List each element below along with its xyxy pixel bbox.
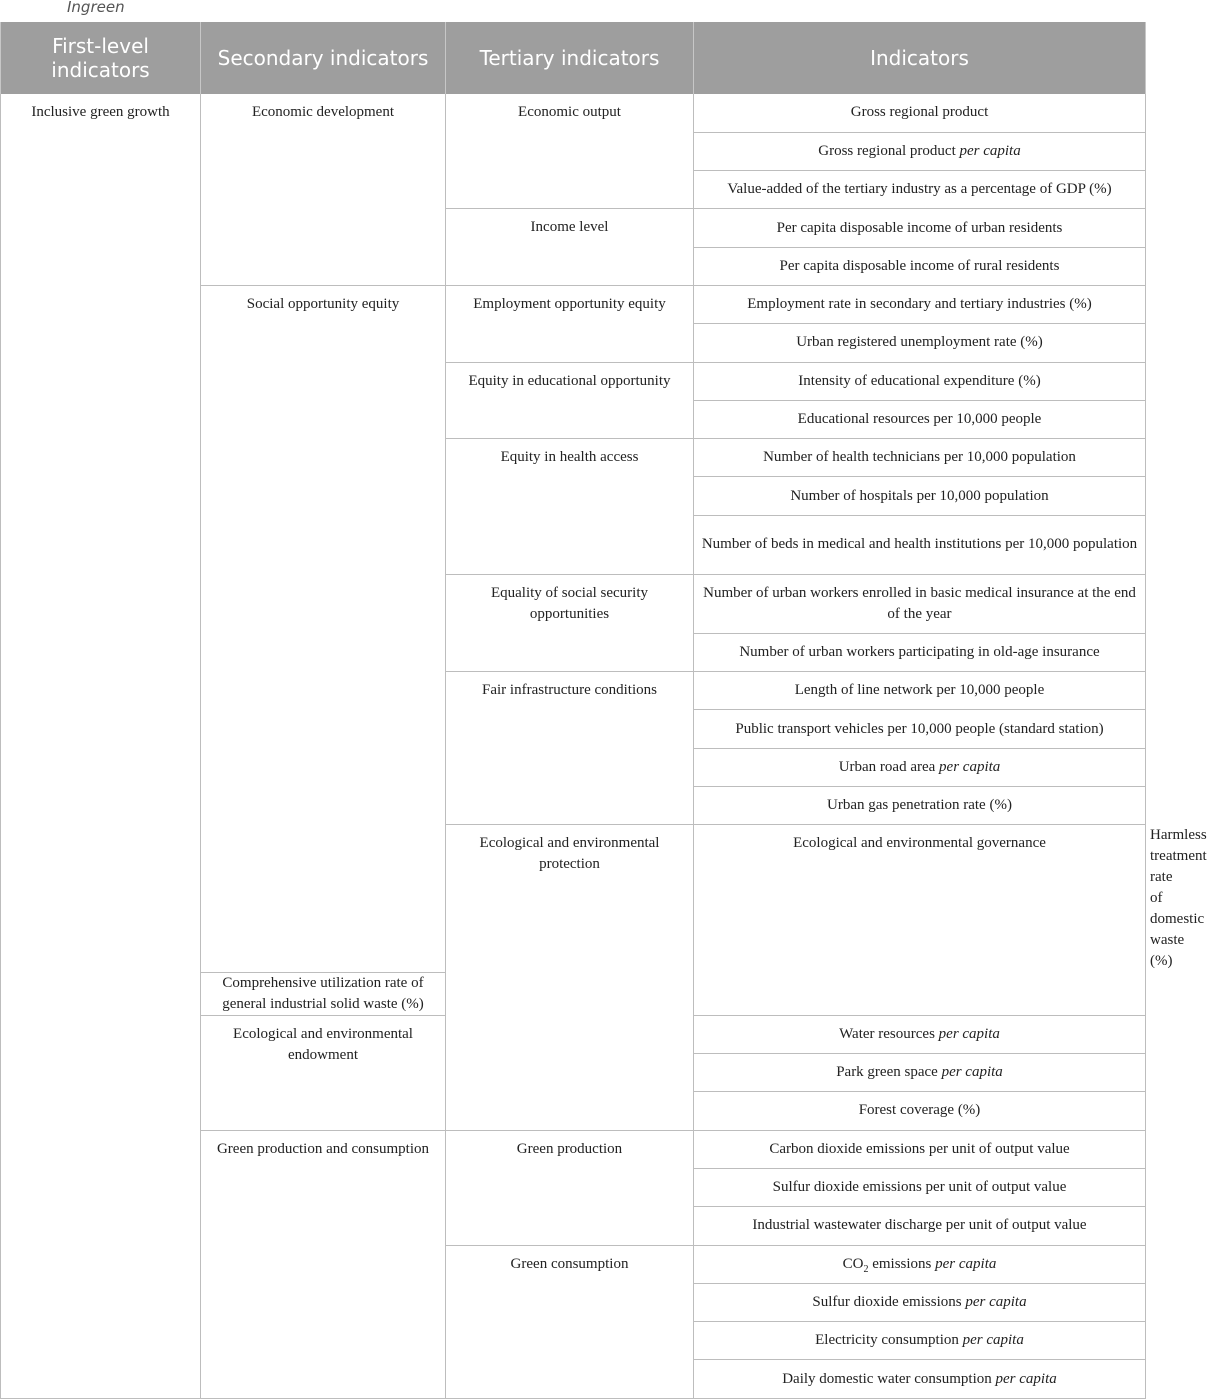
indicator-italic: per capita	[939, 758, 1001, 775]
secondary-cell: Social opportunity equity	[201, 285, 446, 972]
indicator-cell: Comprehensive utilization rate of general industrial solid waste (%)	[201, 972, 446, 1015]
tertiary-cell: Ecological and environmental governance	[694, 825, 1146, 1016]
header-first-level: First-level indicators	[1, 22, 201, 94]
tertiary-cell: Employment opportunity equity	[446, 285, 694, 362]
indicator-cell: Sulfur dioxide emissions per unit of output value	[694, 1168, 1146, 1206]
tertiary-cell: Equity in educational opportunity	[446, 362, 694, 439]
indicator-cell: Urban gas penetration rate (%)	[694, 786, 1146, 824]
indicator-italic: per capita	[965, 1293, 1027, 1310]
indicator-cell: Number of urban workers participating in old-age insurance	[694, 633, 1146, 671]
indicator-cell: Length of line network per 10,000 people	[694, 672, 1146, 710]
indicator-italic: per capita	[995, 1370, 1057, 1387]
indicator-cell	[694, 748, 1146, 786]
tertiary-cell: Ecological and environmental endowment	[201, 1015, 446, 1130]
header-tertiary: Tertiary indicators	[446, 22, 694, 94]
indicator-italic: per capita	[935, 1255, 997, 1272]
tertiary-cell: Income level	[446, 209, 694, 286]
indicator-italic: per capita	[938, 1025, 1000, 1042]
tertiary-cell: Economic output	[446, 94, 694, 209]
indicator-cell	[694, 132, 1146, 170]
tertiary-cell: Fair infrastructure conditions	[446, 672, 694, 825]
indicator-cell: Number of urban workers enrolled in basic medical insurance at the end of the year	[694, 574, 1146, 633]
indicator-subscript: 2	[863, 1263, 869, 1275]
indicator-text: CO	[842, 1255, 864, 1272]
indicator-cell	[694, 1322, 1146, 1360]
indicator-cell: Number of beds in medical and health institutions per 10,000 population	[694, 515, 1146, 574]
secondary-cell: Green production and consumption	[201, 1130, 446, 1398]
indicator-text: Park green space	[836, 1064, 938, 1081]
indicator-cell	[694, 1054, 1146, 1092]
header-indicators: Indicators	[694, 22, 1146, 94]
indicator-cell	[694, 1283, 1146, 1321]
indicator-cell	[694, 1245, 1146, 1283]
indicator-cell: Public transport vehicles per 10,000 people (standard station)	[694, 710, 1146, 748]
indicator-text: Daily domestic water consumption	[782, 1370, 992, 1387]
tertiary-cell: Green consumption	[446, 1245, 694, 1398]
indicator-cell: Employment rate in secondary and tertiary industries (%)	[694, 285, 1146, 323]
indicator-text: Electricity consumption	[815, 1332, 959, 1349]
indicator-italic: per capita	[959, 142, 1021, 159]
tertiary-cell: Equity in health access	[446, 439, 694, 575]
indicator-cell: Industrial wastewater discharge per unit of output value	[694, 1207, 1146, 1245]
indicator-text: emissions	[872, 1255, 932, 1272]
indicator-cell	[694, 1015, 1146, 1053]
indicator-text: Urban road area	[838, 758, 936, 775]
indicator-cell: Carbon dioxide emissions per unit of output value	[694, 1130, 1146, 1168]
header-secondary: Secondary indicators	[201, 22, 446, 94]
indicator-cell: Number of health technicians per 10,000 population	[694, 439, 1146, 477]
indicator-cell: Value-added of the tertiary industry as a percentage of GDP (%)	[694, 171, 1146, 209]
table-row: Ecological and environmental protection Ecological and environmental governance Harmless treatment rate of domestic waste (%)	[1, 825, 1146, 973]
table-row	[1, 94, 1146, 132]
indicator-cell	[694, 1360, 1146, 1398]
indicator-italic: per capita	[962, 1332, 1024, 1349]
header-row	[1, 22, 1146, 94]
tertiary-cell: Equality of social security opportunities	[446, 574, 694, 671]
table-caption: Ingreen	[67, 0, 125, 16]
indicator-cell: Per capita disposable income of urban residents	[694, 209, 1146, 247]
indicator-cell: Forest coverage (%)	[694, 1092, 1146, 1130]
indicator-cell: Urban registered unemployment rate (%)	[694, 324, 1146, 362]
indicator-text: Sulfur dioxide emissions	[812, 1293, 962, 1310]
indicator-table	[0, 22, 1207, 1399]
indicator-cell: Gross regional product	[694, 94, 1146, 132]
secondary-cell: Economic development	[201, 94, 446, 285]
indicator-cell: Per capita disposable income of rural residents	[694, 247, 1146, 285]
indicator-italic: per capita	[941, 1064, 1003, 1081]
secondary-cell: Ecological and environmental protection	[446, 825, 694, 1130]
first-level-cell: Inclusive green growth	[1, 94, 201, 1398]
tertiary-cell: Green production	[446, 1130, 694, 1245]
indicator-cell: Number of hospitals per 10,000 population	[694, 477, 1146, 515]
indicator-cell: Educational resources per 10,000 people	[694, 400, 1146, 438]
indicator-text: Water resources	[839, 1025, 935, 1042]
indicator-text: Gross regional product	[818, 142, 956, 159]
indicator-cell: Intensity of educational expenditure (%)	[694, 362, 1146, 400]
